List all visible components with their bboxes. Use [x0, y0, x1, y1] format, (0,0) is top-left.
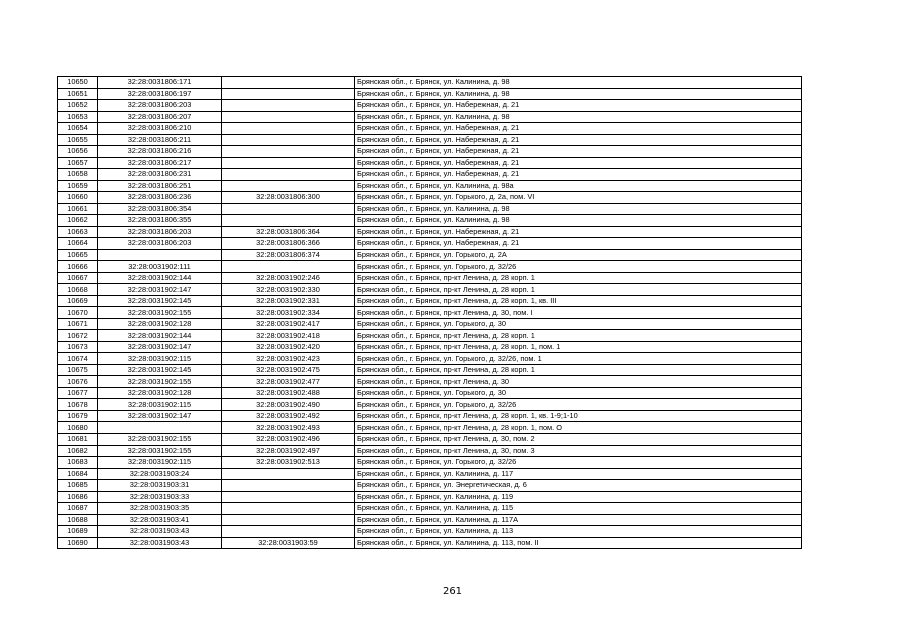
cadastral-number-cell: 32:28:0031902:155 — [98, 445, 222, 457]
table-row — [58, 261, 802, 273]
address-cell: Брянская обл., г. Брянск, пр-кт Ленина, д. 30 — [355, 376, 802, 388]
address-cell: Брянская обл., г. Брянск, ул. Набережная, д. 21 — [355, 123, 802, 135]
linked-cadastral-number-cell: 32:28:0031806:374 — [222, 249, 355, 261]
address-cell: Брянская обл., г. Брянск, ул. Калинина, д. 98 — [355, 203, 802, 215]
cadastral-number-cell: 32:28:0031902:155 — [98, 307, 222, 319]
linked-cadastral-number-cell — [222, 526, 355, 538]
linked-cadastral-number-cell — [222, 169, 355, 181]
cadastral-number-cell: 32:28:0031903:41 — [98, 514, 222, 526]
table-row — [58, 330, 802, 342]
row-number-cell: 10657 — [58, 157, 98, 169]
linked-cadastral-number-cell: 32:28:0031806:366 — [222, 238, 355, 250]
table-row — [58, 307, 802, 319]
linked-cadastral-number-cell — [222, 134, 355, 146]
linked-cadastral-number-cell — [222, 111, 355, 123]
cadastral-number-cell: 32:28:0031806:251 — [98, 180, 222, 192]
cadastral-number-cell: 32:28:0031806:231 — [98, 169, 222, 181]
row-number-cell: 10650 — [58, 77, 98, 89]
row-number-cell: 10689 — [58, 526, 98, 538]
row-number-cell: 10658 — [58, 169, 98, 181]
linked-cadastral-number-cell: 32:28:0031902:246 — [222, 272, 355, 284]
table-row — [58, 364, 802, 376]
linked-cadastral-number-cell: 32:28:0031902:488 — [222, 387, 355, 399]
address-cell: Брянская обл., г. Брянск, пр-кт Ленина, д. 30, пом. 3 — [355, 445, 802, 457]
linked-cadastral-number-cell — [222, 157, 355, 169]
row-number-cell: 10666 — [58, 261, 98, 273]
row-number-cell: 10673 — [58, 341, 98, 353]
cadastral-number-cell: 32:28:0031902:115 — [98, 353, 222, 365]
cadastral-number-cell: 32:28:0031902:147 — [98, 341, 222, 353]
row-number-cell: 10687 — [58, 503, 98, 515]
cadastral-number-cell: 32:28:0031902:145 — [98, 295, 222, 307]
address-cell: Брянская обл., г. Брянск, ул. Горького, д. 32/26 — [355, 399, 802, 411]
address-cell: Брянская обл., г. Брянск, ул. Энергетическая, д. 6 — [355, 480, 802, 492]
address-cell: Брянская обл., г. Брянск, пр-кт Ленина, д. 28 корп. 1, кв. 1-9;1-10 — [355, 410, 802, 422]
row-number-cell: 10688 — [58, 514, 98, 526]
cadastral-number-cell: 32:28:0031806:203 — [98, 238, 222, 250]
address-cell: Брянская обл., г. Брянск, ул. Горького, д. 32/26 — [355, 261, 802, 273]
address-cell: Брянская обл., г. Брянск, ул. Набережная, д. 21 — [355, 238, 802, 250]
linked-cadastral-number-cell: 32:28:0031902:420 — [222, 341, 355, 353]
linked-cadastral-number-cell: 32:28:0031902:493 — [222, 422, 355, 434]
table-row — [58, 226, 802, 238]
row-number-cell: 10656 — [58, 146, 98, 158]
row-number-cell: 10664 — [58, 238, 98, 250]
cadastral-number-cell: 32:28:0031902:128 — [98, 387, 222, 399]
cadastral-number-cell: 32:28:0031903:24 — [98, 468, 222, 480]
cadastral-number-cell: 32:28:0031902:155 — [98, 376, 222, 388]
linked-cadastral-number-cell: 32:28:0031902:490 — [222, 399, 355, 411]
cadastral-number-cell: 32:28:0031806:354 — [98, 203, 222, 215]
table-row — [58, 238, 802, 250]
table-row — [58, 514, 802, 526]
address-cell: Брянская обл., г. Брянск, ул. Набережная, д. 21 — [355, 226, 802, 238]
row-number-cell: 10655 — [58, 134, 98, 146]
linked-cadastral-number-cell: 32:28:0031902:330 — [222, 284, 355, 296]
address-cell: Брянская обл., г. Брянск, ул. Набережная, д. 21 — [355, 146, 802, 158]
row-number-cell: 10659 — [58, 180, 98, 192]
linked-cadastral-number-cell: 32:28:0031902:497 — [222, 445, 355, 457]
table-row — [58, 192, 802, 204]
linked-cadastral-number-cell — [222, 88, 355, 100]
cadastral-number-cell — [98, 422, 222, 434]
table-row — [58, 376, 802, 388]
address-cell: Брянская обл., г. Брянск, ул. Калинина, д. 98а — [355, 180, 802, 192]
address-cell: Брянская обл., г. Брянск, ул. Калинина, д. 113 — [355, 526, 802, 538]
table-row — [58, 284, 802, 296]
table-row — [58, 445, 802, 457]
address-cell: Брянская обл., г. Брянск, ул. Калинина, д. 98 — [355, 215, 802, 227]
cadastral-number-cell: 32:28:0031903:43 — [98, 526, 222, 538]
address-cell: Брянская обл., г. Брянск, пр-кт Ленина, д. 28 корп. 1, пом. 1 — [355, 341, 802, 353]
address-cell: Брянская обл., г. Брянск, ул. Калинина, д. 113, пом. II — [355, 537, 802, 549]
table-row — [58, 353, 802, 365]
linked-cadastral-number-cell — [222, 77, 355, 89]
cadastral-number-cell: 32:28:0031903:35 — [98, 503, 222, 515]
table-row — [58, 169, 802, 181]
address-cell: Брянская обл., г. Брянск, пр-кт Ленина, д. 30, пом. 2 — [355, 433, 802, 445]
linked-cadastral-number-cell — [222, 491, 355, 503]
row-number-cell: 10669 — [58, 295, 98, 307]
linked-cadastral-number-cell — [222, 261, 355, 273]
address-cell: Брянская обл., г. Брянск, ул. Калинина, д. 119 — [355, 491, 802, 503]
cadastral-number-cell: 32:28:0031902:111 — [98, 261, 222, 273]
linked-cadastral-number-cell — [222, 146, 355, 158]
row-number-cell: 10686 — [58, 491, 98, 503]
table-row — [58, 180, 802, 192]
table-row — [58, 387, 802, 399]
row-number-cell: 10671 — [58, 318, 98, 330]
linked-cadastral-number-cell — [222, 100, 355, 112]
row-number-cell: 10668 — [58, 284, 98, 296]
row-number-cell: 10660 — [58, 192, 98, 204]
address-cell: Брянская обл., г. Брянск, ул. Калинина, д. 98 — [355, 88, 802, 100]
address-cell: Брянская обл., г. Брянск, ул. Набережная, д. 21 — [355, 169, 802, 181]
table-row — [58, 215, 802, 227]
cadastral-number-cell: 32:28:0031902:147 — [98, 410, 222, 422]
cadastral-number-cell: 32:28:0031903:43 — [98, 537, 222, 549]
page-number: 261 — [442, 586, 463, 597]
row-number-cell: 10676 — [58, 376, 98, 388]
table-row — [58, 77, 802, 89]
linked-cadastral-number-cell — [222, 503, 355, 515]
row-number-cell: 10674 — [58, 353, 98, 365]
address-cell: Брянская обл., г. Брянск, ул. Набережная, д. 21 — [355, 157, 802, 169]
table-row — [58, 88, 802, 100]
address-cell: Брянская обл., г. Брянск, ул. Горького, д. 30 — [355, 318, 802, 330]
row-number-cell: 10651 — [58, 88, 98, 100]
row-number-cell: 10654 — [58, 123, 98, 135]
address-cell: Брянская обл., г. Брянск, ул. Калинина, д. 115 — [355, 503, 802, 515]
linked-cadastral-number-cell — [222, 215, 355, 227]
table-row — [58, 249, 802, 261]
linked-cadastral-number-cell: 32:28:0031902:331 — [222, 295, 355, 307]
registry-table-body — [58, 77, 802, 549]
table-row — [58, 111, 802, 123]
address-cell: Брянская обл., г. Брянск, ул. Калинина, д. 98 — [355, 111, 802, 123]
table-row — [58, 203, 802, 215]
address-cell: Брянская обл., г. Брянск, пр-кт Ленина, д. 28 корп. 1 — [355, 364, 802, 376]
row-number-cell: 10678 — [58, 399, 98, 411]
row-number-cell: 10682 — [58, 445, 98, 457]
row-number-cell: 10670 — [58, 307, 98, 319]
address-cell: Брянская обл., г. Брянск, пр-кт Ленина, д. 28 корп. 1, кв. III — [355, 295, 802, 307]
table-row — [58, 468, 802, 480]
linked-cadastral-number-cell: 32:28:0031902:513 — [222, 457, 355, 469]
table-row — [58, 503, 802, 515]
address-cell: Брянская обл., г. Брянск, ул. Набережная, д. 21 — [355, 100, 802, 112]
address-cell: Брянская обл., г. Брянск, ул. Калинина, д. 117А — [355, 514, 802, 526]
address-cell: Брянская обл., г. Брянск, ул. Набережная, д. 21 — [355, 134, 802, 146]
cadastral-number-cell: 32:28:0031806:216 — [98, 146, 222, 158]
address-cell: Брянская обл., г. Брянск, ул. Горького, д. 32/26, пом. 1 — [355, 353, 802, 365]
linked-cadastral-number-cell: 32:28:0031903:59 — [222, 537, 355, 549]
table-row — [58, 100, 802, 112]
table-row — [58, 272, 802, 284]
cadastral-number-cell: 32:28:0031902:128 — [98, 318, 222, 330]
address-cell: Брянская обл., г. Брянск, ул. Горького, д. 2а, пом. VI — [355, 192, 802, 204]
address-cell: Брянская обл., г. Брянск, пр-кт Ленина, д. 28 корп. 1 — [355, 284, 802, 296]
cadastral-number-cell: 32:28:0031806:171 — [98, 77, 222, 89]
linked-cadastral-number-cell — [222, 180, 355, 192]
table-row — [58, 134, 802, 146]
table-row — [58, 399, 802, 411]
linked-cadastral-number-cell — [222, 480, 355, 492]
linked-cadastral-number-cell: 32:28:0031902:334 — [222, 307, 355, 319]
table-row — [58, 433, 802, 445]
linked-cadastral-number-cell: 32:28:0031806:364 — [222, 226, 355, 238]
row-number-cell: 10672 — [58, 330, 98, 342]
linked-cadastral-number-cell — [222, 468, 355, 480]
row-number-cell: 10653 — [58, 111, 98, 123]
table-row — [58, 526, 802, 538]
cadastral-number-cell — [98, 249, 222, 261]
table-row — [58, 146, 802, 158]
cadastral-number-cell: 32:28:0031902:115 — [98, 399, 222, 411]
cadastral-number-cell: 32:28:0031903:33 — [98, 491, 222, 503]
table-row — [58, 410, 802, 422]
cadastral-number-cell: 32:28:0031806:355 — [98, 215, 222, 227]
address-cell: Брянская обл., г. Брянск, пр-кт Ленина, д. 30, пом. I — [355, 307, 802, 319]
address-cell: Брянская обл., г. Брянск, пр-кт Ленина, д. 28 корп. 1, пом. О — [355, 422, 802, 434]
address-cell: Брянская обл., г. Брянск, ул. Калинина, д. 117 — [355, 468, 802, 480]
row-number-cell: 10665 — [58, 249, 98, 261]
cadastral-number-cell: 32:28:0031903:31 — [98, 480, 222, 492]
cadastral-number-cell: 32:28:0031806:203 — [98, 100, 222, 112]
row-number-cell: 10683 — [58, 457, 98, 469]
table-row — [58, 295, 802, 307]
linked-cadastral-number-cell: 32:28:0031902:417 — [222, 318, 355, 330]
cadastral-number-cell: 32:28:0031902:145 — [98, 364, 222, 376]
table-row — [58, 341, 802, 353]
address-cell: Брянская обл., г. Брянск, ул. Калинина, д. 98 — [355, 77, 802, 89]
row-number-cell: 10662 — [58, 215, 98, 227]
row-number-cell: 10679 — [58, 410, 98, 422]
table-row — [58, 457, 802, 469]
linked-cadastral-number-cell — [222, 514, 355, 526]
row-number-cell: 10690 — [58, 537, 98, 549]
linked-cadastral-number-cell: 32:28:0031902:477 — [222, 376, 355, 388]
table-row — [58, 480, 802, 492]
table-row — [58, 123, 802, 135]
cadastral-number-cell: 32:28:0031902:115 — [98, 457, 222, 469]
row-number-cell: 10661 — [58, 203, 98, 215]
cadastral-number-cell: 32:28:0031806:236 — [98, 192, 222, 204]
cadastral-number-cell: 32:28:0031806:197 — [98, 88, 222, 100]
cadastral-number-cell: 32:28:0031902:155 — [98, 433, 222, 445]
linked-cadastral-number-cell: 32:28:0031902:475 — [222, 364, 355, 376]
cadastral-number-cell: 32:28:0031902:144 — [98, 330, 222, 342]
cadastral-number-cell: 32:28:0031806:211 — [98, 134, 222, 146]
table-row — [58, 422, 802, 434]
registry-table — [57, 76, 802, 549]
cadastral-number-cell: 32:28:0031806:207 — [98, 111, 222, 123]
row-number-cell: 10663 — [58, 226, 98, 238]
address-cell: Брянская обл., г. Брянск, ул. Горького, д. 30 — [355, 387, 802, 399]
cadastral-number-cell: 32:28:0031806:217 — [98, 157, 222, 169]
cadastral-number-cell: 32:28:0031902:147 — [98, 284, 222, 296]
cadastral-number-cell: 32:28:0031806:203 — [98, 226, 222, 238]
linked-cadastral-number-cell: 32:28:0031902:496 — [222, 433, 355, 445]
table-row — [58, 157, 802, 169]
table-row — [58, 318, 802, 330]
row-number-cell: 10681 — [58, 433, 98, 445]
row-number-cell: 10680 — [58, 422, 98, 434]
row-number-cell: 10677 — [58, 387, 98, 399]
linked-cadastral-number-cell: 32:28:0031902:418 — [222, 330, 355, 342]
row-number-cell: 10684 — [58, 468, 98, 480]
cadastral-number-cell: 32:28:0031902:144 — [98, 272, 222, 284]
linked-cadastral-number-cell — [222, 123, 355, 135]
cadastral-number-cell: 32:28:0031806:210 — [98, 123, 222, 135]
linked-cadastral-number-cell: 32:28:0031902:423 — [222, 353, 355, 365]
linked-cadastral-number-cell: 32:28:0031806:300 — [222, 192, 355, 204]
linked-cadastral-number-cell — [222, 203, 355, 215]
table-row — [58, 537, 802, 549]
row-number-cell: 10685 — [58, 480, 98, 492]
address-cell: Брянская обл., г. Брянск, пр-кт Ленина, д. 28 корп. 1 — [355, 272, 802, 284]
table-row — [58, 491, 802, 503]
row-number-cell: 10667 — [58, 272, 98, 284]
linked-cadastral-number-cell: 32:28:0031902:492 — [222, 410, 355, 422]
address-cell: Брянская обл., г. Брянск, ул. Горького, д. 32/26 — [355, 457, 802, 469]
row-number-cell: 10652 — [58, 100, 98, 112]
address-cell: Брянская обл., г. Брянск, ул. Горького, д. 2А — [355, 249, 802, 261]
row-number-cell: 10675 — [58, 364, 98, 376]
address-cell: Брянская обл., г. Брянск, пр-кт Ленина, д. 28 корп. 1 — [355, 330, 802, 342]
